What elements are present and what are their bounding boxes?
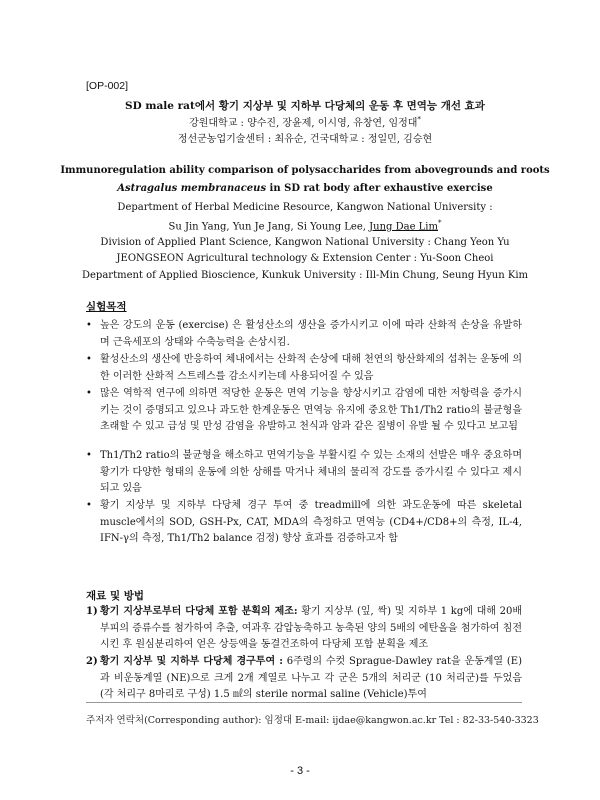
bullet-icon: • bbox=[86, 500, 92, 511]
list-item bbox=[86, 318, 522, 351]
bullet-text: Th1/Th2 ratio의 불균형을 해소하고 면역기능을 부활시킬 수 있는 소재의 선발은 매우 중요하며 황기가 다양한 형태의 운동에 의한 상해를 막거나 체내의 물리적 강도를 증가시킬 수 있다고 제시되고 있음 bbox=[100, 450, 522, 494]
korean-authors-text: 강원대학교 : 양수진, 장윤제, 이시영, 유창연, 임정대 bbox=[189, 118, 418, 129]
paper-code: [OP-002] bbox=[86, 80, 129, 92]
bullet-icon: • bbox=[86, 388, 92, 399]
affiliation-3: Division of Applied Plant Science, Kangwon National University : Chang Yeon Yu bbox=[100, 237, 510, 248]
page-number: - 3 - bbox=[290, 765, 310, 777]
method-item bbox=[86, 604, 522, 654]
korean-title: SD male rat에서 황기 지상부 및 지하부 다당체의 운동 후 면역능 개선 효과 bbox=[125, 100, 485, 112]
footnote-divider bbox=[86, 702, 522, 703]
corresponding-mark: * bbox=[438, 219, 442, 227]
english-title-line-1: Immunoregulation ability comparison of polysaccharides from abovegrounds and roots bbox=[60, 165, 550, 176]
korean-authors-line-2: 정선군농업기술센터 : 최유순, 건국대학교 : 정일민, 김승현 bbox=[177, 134, 433, 145]
section-heading-purpose: 실험목적 bbox=[86, 301, 127, 313]
list-item bbox=[86, 352, 522, 385]
list-item bbox=[86, 448, 522, 498]
method-number: 2) bbox=[86, 656, 98, 667]
bullet-icon: • bbox=[86, 320, 92, 331]
method-text bbox=[100, 654, 522, 704]
method-item bbox=[86, 654, 522, 704]
affiliation-2 bbox=[40, 219, 570, 232]
bullet-text: 많은 역학적 연구에 의하면 적당한 운동은 면역 기능을 향상시키고 감염에 대한 저항력을 증가시키는 것이 증명되고 있으나 과도한 한계운동은 면역능 유지에 중요한 Th1/Th2 ratio의 불균형을 초래할 수 있고 급성 및 만성 감염을 유발하고 천식과 암과 같은 질병이 유발 될 수 있다고 보고됨 bbox=[100, 388, 522, 432]
method-number: 1) bbox=[86, 606, 98, 617]
method-text bbox=[100, 604, 522, 654]
english-title-line-2 bbox=[40, 183, 570, 194]
corresponding-author: Jung Dae Lim bbox=[369, 221, 438, 233]
method-heading: 황기 지상부로부터 다당체 포함 분획의 제조: bbox=[100, 606, 298, 617]
correspondence-note: 주저자 연락처(Corresponding author): 임정대 E-mail: ijdae@kangwon.ac.kr Tel : 82-33-540-3323 bbox=[86, 715, 539, 726]
author-names: Su Jin Yang, Yun Je Jang, Si Young Lee, bbox=[168, 221, 370, 233]
korean-authors-line-1 bbox=[40, 114, 570, 129]
method-heading: 황기 지상부 및 지하부 다당체 경구투여 : bbox=[100, 656, 283, 667]
method-body: 황기 지상부 (잎, 싹) 및 지하부 1 kg에 대해 20배 부피의 증류수를 첨가하여 추출, 여과후 감압농축하고 농축된 양의 5배의 에탄올을 첨가하여 침전시킨 후 원심분리하여 얻은 상등액을 동결건조하여 다당체 포함 분획을 제조 bbox=[100, 606, 522, 650]
bullet-text: 활성산소의 생산에 반응하여 체내에서는 산화적 손상에 대해 천연의 항산화제의 섭취는 운동에 의한 이러한 산화적 스트레스를 감소시키는데 사용되어질 수 있음 bbox=[100, 354, 522, 382]
bullet-icon: • bbox=[86, 450, 92, 461]
section-heading-methods: 재료 및 방법 bbox=[86, 590, 145, 602]
bullet-text: 황기 지상부 및 지하부 다당체 경구 투여 중 treadmill에 의한 과도운동에 따른 skeletal muscle에서의 SOD, GSH-Px, CAT, MDA의 측정하고 면역능 (CD4+/CD8+의 측정, IL-4, IFN-γ의 측정, Th1/Th2 balance 검정) 향상 효과를 검증하고자 함 bbox=[100, 500, 522, 544]
affiliation-5: Department of Applied Bioscience, Kunkuk University : Ill-Min Chung, Seung Hyun Kim bbox=[81, 270, 529, 281]
corresponding-mark: * bbox=[417, 115, 421, 124]
list-item bbox=[86, 386, 522, 436]
bullet-text: 높은 강도의 운동 (exercise) 은 활성산소의 생산을 증가시키고 이에 따라 산화적 손상을 유발하며 근육세포의 상태와 수축능력을 손상시킴. bbox=[100, 320, 522, 348]
affiliation-1: Department of Herbal Medicine Resource, Kangwon National University : bbox=[117, 202, 493, 213]
list-item bbox=[86, 498, 522, 548]
affiliation-4: JEONGSEON Agricultural technology & Extension Center : Yu-Soon Cheoi bbox=[116, 253, 494, 264]
english-title-rest: in SD rat body after exhaustive exercise bbox=[266, 183, 493, 194]
method-body: 6주령의 수컷 Sprague-Dawley rat을 운동계열 (E)과 비운동계열 (NE)으로 크게 2개 계열로 나누고 각 군은 5개의 처리군 (10 처리군)를 두었음 (각 처리구 8마리로 구성) 1.5 ㎖의 sterile normal saline (Vehicle)투여 bbox=[100, 656, 522, 700]
species-name: Astragalus membranaceus bbox=[117, 183, 267, 194]
bullet-icon: • bbox=[86, 354, 92, 365]
